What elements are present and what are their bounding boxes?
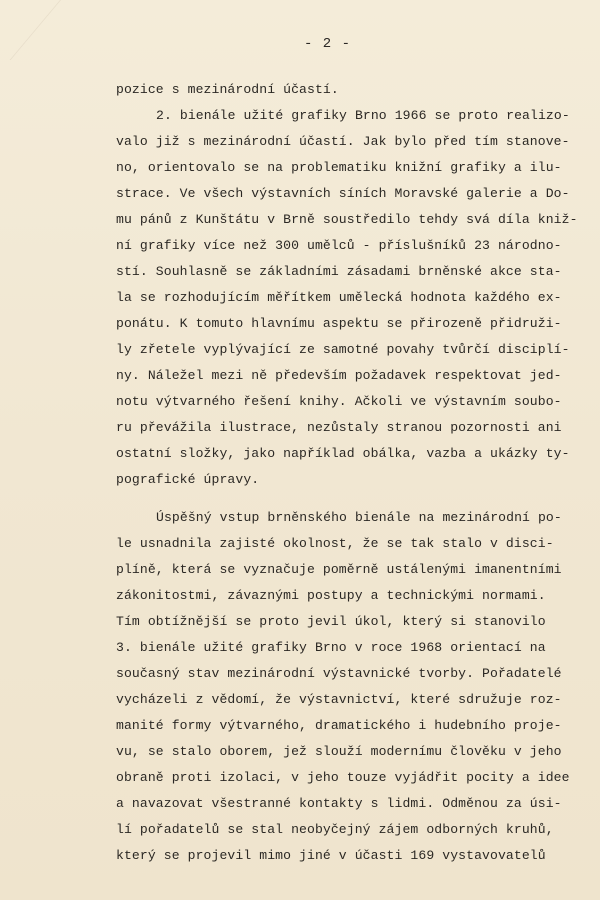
paper-fold-mark <box>0 0 61 60</box>
text-line: manité formy výtvarného, dramatického i hudebního proje- <box>116 718 562 733</box>
page-number: - 2 - <box>304 36 352 52</box>
text-line: no, orientovalo se na problematiku knižní grafiky a ilu- <box>116 160 562 175</box>
text-line: ponátu. K tomuto hlavnímu aspektu se přirozeně přidruži- <box>116 316 562 331</box>
text-line: Tím obtížnější se proto jevil úkol, který si stanovilo <box>116 614 546 629</box>
text-line: současný stav mezinárodní výstavnické tvorby. Pořadatelé <box>116 666 562 681</box>
text-line: ru převážila ilustrace, nezůstaly stranou pozornosti ani <box>116 420 562 435</box>
text-line: zákonitostmi, závaznými postupy a technickými normami. <box>116 588 546 603</box>
text-line: ostatní složky, jako například obálka, vazba a ukázky ty- <box>116 446 570 461</box>
text-line: la se rozhodujícím měřítkem umělecká hodnota každého ex- <box>116 290 562 305</box>
text-line: a navazovat všestranné kontakty s lidmi. Odměnou za úsi- <box>116 796 562 811</box>
text-line: vycházeli z vědomí, že výstavnictví, které sdružuje roz- <box>116 692 562 707</box>
text-line: obraně proti izolaci, v jeho touze vyjádřit pocity a idee <box>116 770 570 785</box>
text-line: vu, se stalo oborem, jež slouží modernímu člověku v jeho <box>116 744 562 759</box>
text-line: ly zřetele vyplývající ze samotné povahy tvůrčí disciplí- <box>116 342 570 357</box>
text-line: valo již s mezinárodní účastí. Jak bylo před tím stanove- <box>116 134 570 149</box>
text-line: stí. Souhlasně se základními zásadami brněnské akce sta- <box>116 264 562 279</box>
text-line: pografické úpravy. <box>116 472 260 487</box>
text-line: lí pořadatelů se stal neobyčejný zájem odborných kruhů, <box>116 822 554 837</box>
text-line: ní grafiky více než 300 umělců - příslušníků 23 národno- <box>116 238 562 253</box>
text-line: pozice s mezinárodní účastí. <box>116 82 339 97</box>
text-line: 3. bienále užité grafiky Brno v roce 1968 orientací na <box>116 640 546 655</box>
text-line: 2. bienále užité grafiky Brno 1966 se proto realizo- <box>156 108 570 123</box>
text-line: mu pánů z Kunštátu v Brně soustředilo tehdy svá díla kniž- <box>116 212 578 227</box>
text-line: ny. Náležel mezi ně především požadavek respektovat jed- <box>116 368 562 383</box>
text-line: le usnadnila zajisté okolnost, že se tak stalo v disci- <box>116 536 554 551</box>
text-line: Úspěšný vstup brněnského bienále na mezinárodní po- <box>156 510 562 525</box>
text-line: který se projevil mimo jiné v účasti 169 vystavovatelů <box>116 848 546 863</box>
text-line: strace. Ve všech výstavních síních Moravské galerie a Do- <box>116 186 570 201</box>
text-line: notu výtvarného řešení knihy. Ačkoli ve výstavním soubo- <box>116 394 562 409</box>
text-line: plíně, která se vyznačuje poměrně ustálenými imanentními <box>116 562 562 577</box>
